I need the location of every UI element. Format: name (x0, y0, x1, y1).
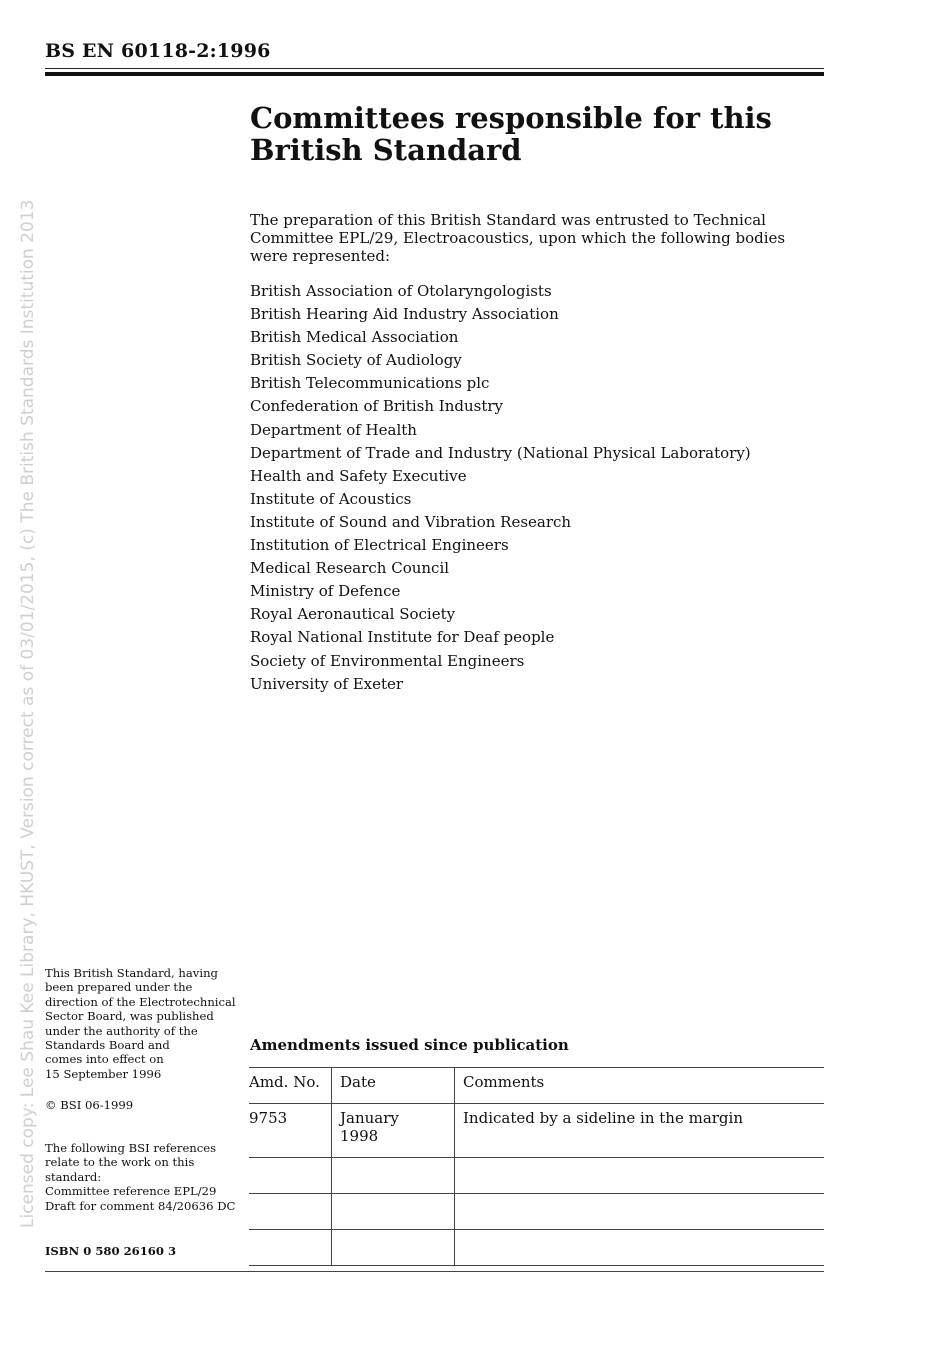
list-item: University of Exeter (250, 674, 404, 693)
date-month: January (340, 1109, 399, 1127)
date-year: 1998 (340, 1127, 379, 1145)
table-row (249, 1104, 824, 1158)
publication-note-line: under the authority of the (45, 1023, 198, 1038)
empty-cell (249, 1230, 332, 1266)
list-item: Institution of Electrical Engineers (250, 536, 509, 555)
empty-cell (332, 1230, 455, 1266)
empty-cell (455, 1158, 825, 1194)
empty-cell (249, 1194, 332, 1230)
empty-cell (332, 1194, 455, 1230)
intro-paragraph: The preparation of this British Standard was entrusted to Technical Committee EPL/29, Electroacoustics, upon which the following bodies were represented: (250, 211, 786, 265)
publication-note-line: Sector Board, was published (45, 1009, 214, 1024)
publication-note-line: been prepared under the (45, 980, 193, 995)
bsi-references (45, 1141, 245, 1213)
list-item: Medical Research Council (250, 559, 450, 578)
copyright-notice: © BSI 06-1999 (45, 1098, 134, 1112)
publication-note-line: Standards Board and (45, 1038, 170, 1053)
page-title-line2: British Standard (250, 133, 522, 167)
publication-note-line: comes into effect on (45, 1052, 164, 1067)
license-watermark: Licensed copy: Lee Shau Kee Library, HKUST, Version correct as of 03/01/2015, (c) The British Standards Institution 2013 (18, 199, 38, 1228)
reference-line: Draft for comment 84/20636 DC (45, 1198, 236, 1213)
isbn: ISBN 0 580 26160 3 (45, 1244, 177, 1258)
empty-cell (455, 1194, 825, 1230)
publication-note-line: direction of the Electrotechnical (45, 994, 236, 1009)
empty-cell (455, 1230, 825, 1266)
list-item: British Hearing Aid Industry Association (250, 305, 559, 324)
list-item: Department of Health (250, 420, 417, 439)
list-item: Institute of Sound and Vibration Research (250, 512, 572, 531)
header-rule-thick (45, 72, 824, 76)
list-item: Department of Trade and Industry (National Physical Laboratory) (250, 443, 751, 462)
represented-bodies-list (250, 280, 751, 696)
table-row (249, 1194, 824, 1230)
header-rule-thin (45, 68, 824, 69)
amendments-title: Amendments issued since publication (250, 1036, 569, 1054)
publication-note-line: This British Standard, having (45, 966, 218, 980)
empty-cell (332, 1158, 455, 1194)
page-title-line1: Committees responsible for this (250, 101, 772, 135)
amd-no-cell: 9753 (249, 1104, 332, 1158)
list-item: British Association of Otolaryngologists (250, 282, 552, 300)
publication-note-line: 15 September 1996 (45, 1066, 162, 1081)
list-item: Health and Safety Executive (250, 466, 467, 485)
list-item: Confederation of British Industry (250, 397, 503, 416)
table-row (249, 1158, 824, 1194)
list-item: Royal Aeronautical Society (250, 605, 456, 624)
list-item: Institute of Acoustics (250, 489, 412, 508)
column-header-date: Date (332, 1068, 455, 1104)
footer-rule (45, 1271, 824, 1272)
reference-line: The following BSI references (45, 1141, 217, 1155)
comments-cell: Indicated by a sideline in the margin (455, 1104, 825, 1158)
date-cell (332, 1104, 455, 1158)
standard-id: BS EN 60118-2:1996 (45, 40, 271, 62)
publication-note (45, 966, 245, 1081)
reference-line: Committee reference EPL/29 (45, 1184, 217, 1199)
table-row (249, 1230, 824, 1266)
amendments-table (249, 1067, 824, 1266)
list-item: British Society of Audiology (250, 351, 462, 370)
empty-cell (249, 1158, 332, 1194)
list-item: Society of Environmental Engineers (250, 651, 525, 670)
reference-line: relate to the work on this (45, 1155, 195, 1170)
page-title (250, 102, 810, 166)
list-item: British Medical Association (250, 328, 459, 347)
reference-line: standard: (45, 1169, 102, 1184)
table-header-row (249, 1068, 824, 1104)
column-header-amd-no: Amd. No. (249, 1068, 332, 1104)
column-header-comments: Comments (455, 1068, 825, 1104)
list-item: Ministry of Defence (250, 582, 401, 601)
list-item: British Telecommunications plc (250, 374, 490, 393)
list-item: Royal National Institute for Deaf people (250, 628, 555, 647)
